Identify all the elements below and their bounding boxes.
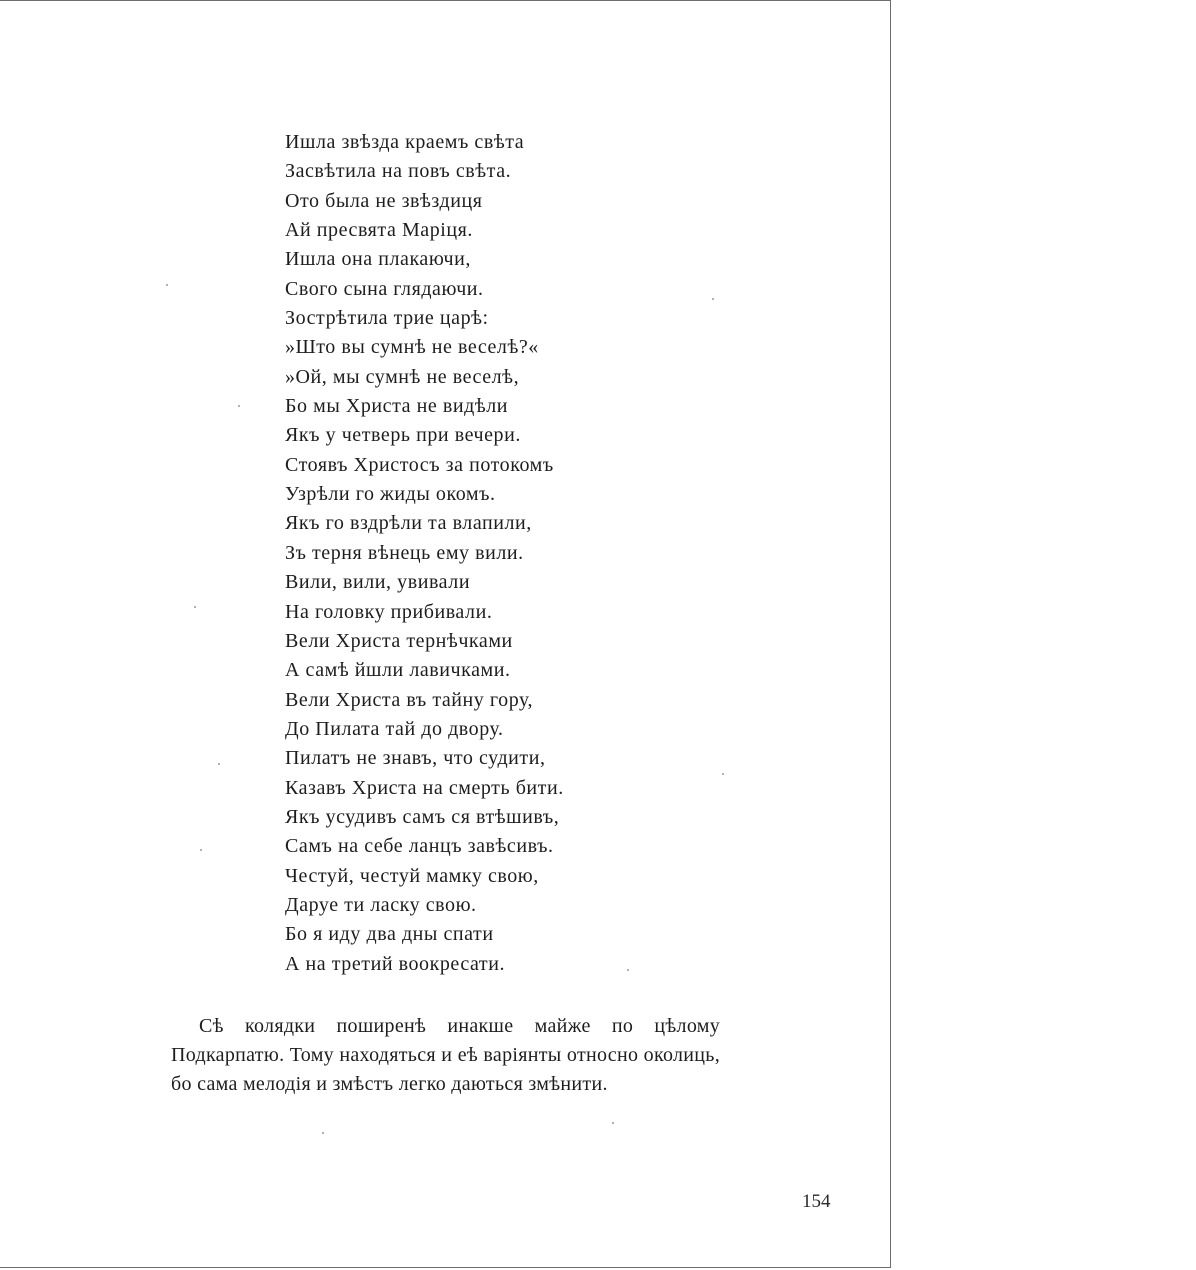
poem-line: Ишла она плакаючи, [285, 248, 471, 271]
prose-paragraph: Сѣ колядки поширенѣ инакше майже по цѣлому Подкарпатю. Тому находяться и еѣ варiянты относно околиць, бо сама мелодiя и змѣстъ легко даються змѣнити. [171, 1015, 720, 1095]
poem [285, 128, 564, 979]
page-number: 154 [802, 1191, 831, 1212]
scan-speck [712, 298, 714, 300]
poem-line: Бо я иду два дны спати [285, 923, 494, 946]
poem-line: Вили, вили, увивали [285, 571, 471, 594]
scan-speck [627, 969, 629, 971]
poem-line: Якъ у четверь при вечери. [285, 424, 521, 447]
scan-speck [194, 606, 196, 608]
scan-speck [722, 773, 724, 775]
poem-line: На головку прибивали. [285, 600, 493, 623]
poem-line: Бо мы Христа не видѣли [285, 395, 509, 418]
poem-line: Ишла звѣзда краемъ свѣта [285, 131, 525, 153]
poem-line: Засвѣтила на повъ свѣта. [285, 160, 512, 183]
poem-line: Честуй, честуй мамку свою, [285, 864, 539, 887]
poem-line: »Што вы сумнѣ не веселѣ?« [285, 336, 539, 359]
poem-line: Вели Христа въ тайну гору, [285, 688, 534, 711]
poem-line: Пилатъ не знавъ, что судити, [285, 747, 546, 770]
scan-speck [322, 1132, 324, 1134]
poem-line: Самъ на себе ланцъ завѣсивъ. [285, 835, 554, 858]
poem-line: Зъ терня вѣнець ему вили. [285, 541, 524, 564]
scan-speck [238, 405, 240, 407]
poem-line: До Пилата тай до двору. [285, 717, 504, 740]
poem-line: Зострѣтила трие царѣ: [285, 307, 489, 330]
poem-line: Якъ го вздрѣли та влапили, [285, 512, 532, 535]
poem-line: Стоявъ Христосъ за потокомъ [285, 453, 554, 476]
poem-line: Ай пресвята Марiця. [285, 219, 473, 242]
scan-speck [200, 849, 202, 851]
scan-speck [612, 1122, 614, 1124]
poem-line: Узрѣли го жиды окомъ. [285, 483, 496, 506]
poem-line: »Ой, мы сумнѣ не веселѣ, [285, 365, 520, 388]
poem-line: Даруе ти ласку свою. [285, 893, 477, 916]
poem-line: Ото была не звѣздиця [285, 189, 483, 212]
poem-line: А на третий воокресати. [285, 952, 506, 975]
poem-line: Вели Христа тернѣчками [285, 629, 513, 652]
poem-line: А самѣ йшли лавичками. [285, 659, 511, 682]
scan-speck [218, 763, 220, 765]
poem-line: Якъ усудивъ самъ ся втѣшивъ, [285, 805, 560, 828]
poem-line: Свого сына глядаючи. [285, 277, 484, 300]
poem-line: Казавъ Христа на смерть бити. [285, 776, 564, 799]
scan-speck [166, 284, 168, 286]
